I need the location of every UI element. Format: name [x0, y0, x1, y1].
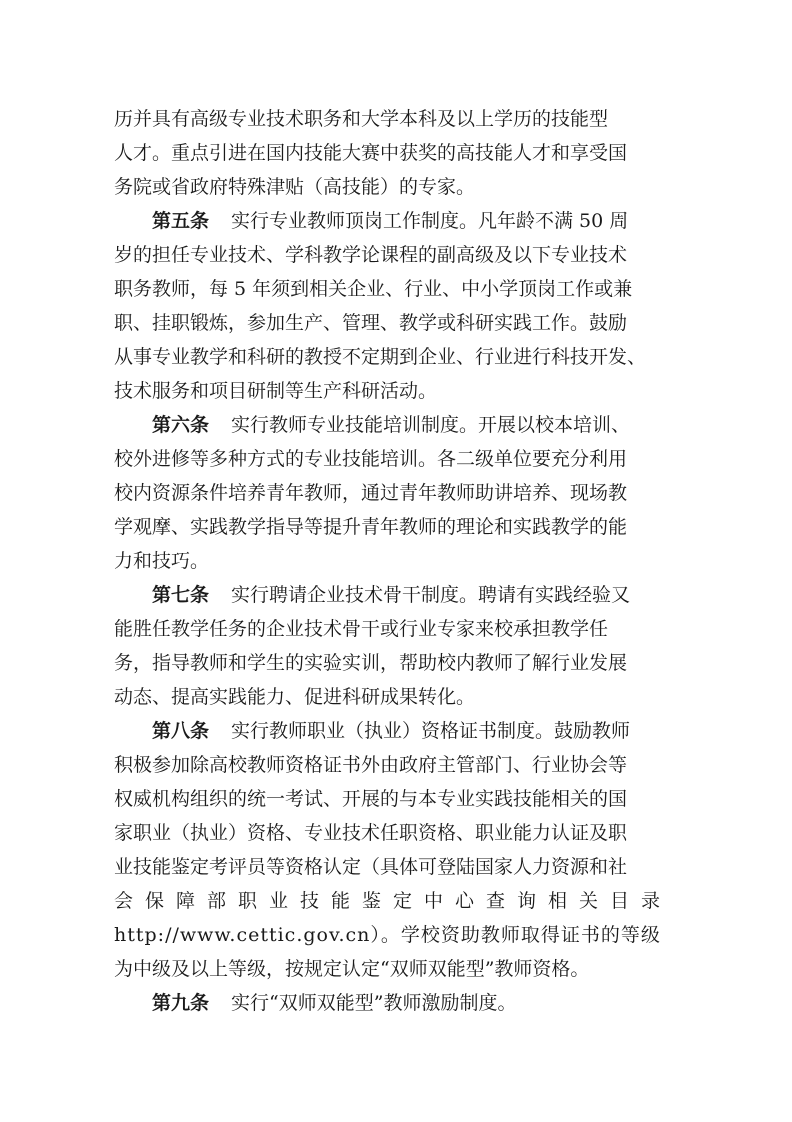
- paragraph-continuation: [114, 102, 684, 204]
- article-6: [114, 408, 684, 578]
- text-line: 务，指导教师和学生的实验实训，帮助校内教师了解行业发展: [114, 652, 628, 674]
- document-body: [114, 102, 684, 1020]
- text-line: 实行教师专业技能培训制度。开展以校本培训、: [231, 414, 631, 436]
- text-line: 实行教师职业（执业）资格证书制度。鼓励教师: [231, 720, 631, 742]
- article-title: 第七条: [152, 584, 210, 606]
- text-line: 岁的担任专业技术、学科教学论课程的副高级及以下专业技术: [114, 244, 628, 266]
- article-7: [114, 578, 684, 714]
- article-title: 第五条: [152, 210, 210, 232]
- article-8: [114, 714, 684, 986]
- article-title: 第九条: [152, 992, 210, 1014]
- article-9: [114, 986, 684, 1020]
- text-line: 校外进修等多种方式的专业技能培训。各二级单位要充分利用: [114, 448, 628, 470]
- text-line: 实行“双师双能型”教师激励制度。: [231, 992, 517, 1014]
- text-line: 人才。重点引进在国内技能大赛中获奖的高技能人才和享受国: [114, 142, 628, 164]
- text-line: 为中级及以上等级，按规定认定“双师双能型”教师资格。: [114, 958, 590, 980]
- text-line: 职、挂职锻炼，参加生产、管理、教学或科研实践工作。鼓励: [114, 312, 628, 334]
- text-line: 业技能鉴定考评员等资格认定（具体可登陆国家人力资源和社: [114, 856, 628, 878]
- text-line: 技术服务和项目研制等生产科研活动。: [114, 380, 438, 402]
- text-line: 能胜任教学任务的企业技术骨干或行业专家来校承担教学任: [114, 618, 609, 640]
- text-line: 力和技巧。: [114, 550, 210, 572]
- text-line: 动态、提高实践能力、促进科研成果转化。: [114, 686, 476, 708]
- article-title: 第八条: [152, 720, 210, 742]
- article-title: 第六条: [152, 414, 210, 436]
- text-line: 校内资源条件培养青年教师，通过青年教师助讲培养、现场教: [114, 482, 628, 504]
- text-line: 学观摩、实践教学指导等提升青年教师的理论和实践教学的能: [114, 516, 628, 538]
- text-line: 职务教师，每 5 年须到相关企业、行业、中小学顶岗工作或兼: [114, 278, 633, 300]
- url-line: http://www.cettic.gov.cn）。学校资助教师取得证书的等级: [114, 924, 661, 946]
- text-line: 从事专业教学和科研的教授不定期到企业、行业进行科技开发、: [114, 346, 647, 368]
- article-5: [114, 204, 684, 408]
- text-line: 会保障部职业技能鉴定中心查询相关目录: [114, 890, 673, 912]
- text-line: 积极参加除高校教师资格证书外由政府主管部门、行业协会等: [114, 754, 628, 776]
- text-line: 务院或省政府特殊津贴（高技能）的专家。: [114, 176, 476, 198]
- text-line: 实行聘请企业技术骨干制度。聘请有实践经验又: [231, 584, 631, 606]
- text-line: 实行专业教师顶岗工作制度。凡年龄不满 50 周: [231, 210, 629, 232]
- text-line: 权威机构组织的统一考试、开展的与本专业实践技能相关的国: [114, 788, 628, 810]
- text-line: 历并具有高级专业技术职务和大学本科及以上学历的技能型: [114, 108, 609, 130]
- text-line: 家职业（执业）资格、专业技术任职资格、职业能力认证及职: [114, 822, 628, 844]
